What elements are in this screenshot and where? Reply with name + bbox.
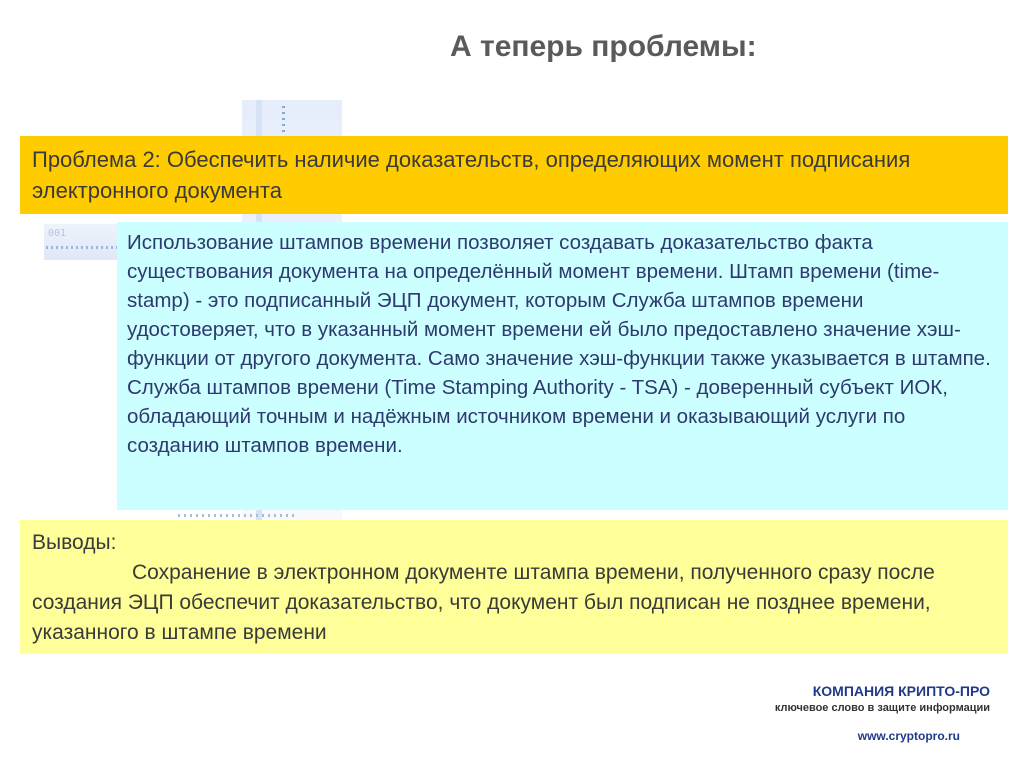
background-strip-ticks [46,246,120,249]
background-dots [282,106,285,136]
conclusion-heading: Выводы: [32,531,117,554]
conclusion-paragraph [32,558,996,648]
explanation-box [117,222,1008,510]
background-strip [44,224,124,260]
background-ruler-ticks [178,514,298,517]
footer-slogan: ключевое слово в защите информации [774,702,990,714]
footer-url[interactable]: www.cryptopro.ru [857,729,960,743]
conclusion-text: Сохранение в электронном документе штампа времени, полученного сразу после создания ЭЦП обеспечит доказательство, что документ был подписан не позднее времени, указанного в штампе времени [32,561,935,644]
problem-text: Проблема 2: Обеспечить наличие доказательств, определяющих момент подписания электронного документа [32,147,911,203]
slide-title: А теперь проблемы: [450,30,757,63]
footer-company: КОМПАНИЯ КРИПТО-ПРО [812,683,990,699]
background-strip-number: 001 [48,228,67,239]
problem-box [20,136,1008,214]
explanation-text: Использование штампов времени позволяет создавать доказательство факта существования документа на определённый момент времени. Штамп времени (time-stamp) - это подписанный ЭЦП документ, которым Служба штампов времени удостоверяет, что в указанный момент времени ей было предоставлено значение хэш-функции от другого документа. Само значение хэш-функции также указывается в штампе. Служба штампов времени (Time Stamping Authority - TSA) - доверенный субъект ИОК, обладающий точным и надёжным источником времени и оказывающий услуги по созданию штампов времени. [127,231,991,457]
conclusion-box [20,520,1008,654]
